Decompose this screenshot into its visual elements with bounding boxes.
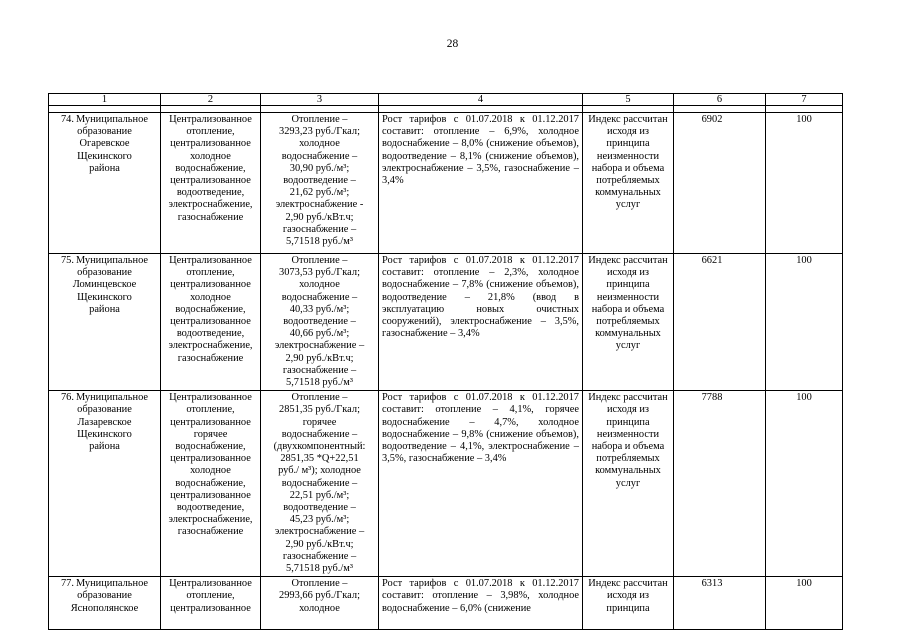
services-cell-line: централизованное — [170, 489, 251, 501]
municipality-cell-line: Муниципальное — [75, 578, 149, 590]
index-basis-cell-line: неизменности — [596, 428, 660, 440]
index-basis-cell-line: услуг — [615, 477, 641, 489]
tariffs-cell-line: Отопление – — [291, 578, 348, 590]
tariffs-cell-line: водоснабжение – — [281, 477, 358, 489]
index-basis-cell-line: принципа — [606, 416, 650, 428]
value-cell: 6902 — [674, 113, 766, 254]
row-number: 75. — [60, 255, 74, 266]
column-header: 1 — [49, 94, 161, 106]
index-basis-cell-line: услуг — [615, 199, 641, 211]
tariffs-cell-line: водоснабжение – — [281, 428, 358, 440]
tariffs-cell-line: 3293,23 руб./Гкал; — [279, 126, 360, 138]
services-cell-line: горячее — [193, 428, 228, 440]
index-basis-cell-line: потребляемых — [596, 316, 660, 328]
municipality-cell-line: Щекинского — [77, 150, 132, 162]
services-cell-line: водоотведение, — [176, 328, 245, 340]
services-cell-line: водоотведение, — [176, 502, 245, 514]
services-cell-line: электроснабжение, — [168, 514, 253, 526]
municipality-cell-line: Огаревское — [79, 138, 130, 150]
column-number-row — [49, 94, 843, 106]
tariffs-cell-line: 2851,35 *Q+22,51 — [280, 453, 359, 465]
tariffs-cell-line: Отопление – — [291, 114, 348, 125]
table-body — [49, 94, 843, 630]
municipality-cell-line: Щекинского — [77, 291, 132, 303]
services-cell-line: газоснабжение — [177, 526, 244, 538]
growth-cell: Рост тарифов с 01.07.2018 к 01.12.2017 составит: отопление – 4,1%, горячее водоснабжение – 4,7%, холодное водоснабжение – 9,8% (снижение объемов), водоотведение – 4,1%, электроснабжение – 3,5%, газоснабжение – 3,4% — [379, 391, 583, 577]
value-cell: 6313 — [674, 577, 766, 630]
index-basis-cell-line: исходя из — [606, 267, 650, 279]
services-cell-line: отопление, — [186, 126, 235, 138]
tariffs-cell — [261, 113, 379, 254]
tariffs-cell-line: 2851,35 руб./Гкал; — [279, 404, 360, 416]
index-basis-cell-line: исходя из — [606, 590, 650, 602]
tariff-table — [48, 93, 843, 630]
tariffs-cell-line: газоснабжение – — [282, 223, 357, 235]
percent-cell: 100 — [766, 113, 843, 254]
tariffs-cell-line: электроснабжение - — [275, 199, 364, 211]
municipality-cell-line: образование — [77, 267, 132, 279]
municipality-cell-line: района — [89, 441, 120, 453]
index-basis-cell-line: Индекс рассчитан — [588, 578, 668, 590]
index-basis-cell-line: коммунальных — [595, 187, 661, 199]
tariffs-cell-line: руб./ м³); холодное — [278, 465, 361, 477]
services-cell — [161, 577, 261, 630]
municipality-cell-line: района — [89, 303, 120, 315]
page-number: 28 — [446, 38, 459, 50]
column-header: 4 — [379, 94, 583, 106]
index-basis-cell-line: Индекс рассчитан — [588, 114, 668, 125]
municipality-cell — [49, 577, 161, 630]
municipality-cell-line: Муниципальное — [75, 392, 149, 404]
services-cell-line: электроснабжение, — [168, 340, 253, 352]
municipality-cell — [49, 254, 161, 391]
index-basis-cell-line: принципа — [606, 602, 650, 614]
tariffs-cell-line: 21,62 руб./м³; — [289, 187, 350, 199]
growth-cell: Рост тарифов с 01.07.2018 к 01.12.2017 составит: отопление – 6,9%, холодное водоснабжение – 8,0% (снижение объемов), водоотведение – 8,1% (снижение объемов), электроснабжение – 3,5%, газоснабжение – 3,4% — [379, 113, 583, 254]
tariffs-cell-line: холодное — [299, 138, 340, 150]
municipality-cell-line: Муниципальное — [75, 114, 149, 125]
tariffs-cell-line: 3073,53 руб./Гкал; — [279, 267, 360, 279]
tariffs-cell-line: электроснабжение – — [274, 340, 365, 352]
column-header: 5 — [583, 94, 674, 106]
services-cell-line: отопление, — [186, 267, 235, 279]
services-cell-line: Централизованное — [169, 392, 252, 404]
municipality-cell-line: Яснополянское — [70, 602, 139, 614]
services-cell-line: водоснабжение, — [175, 303, 246, 315]
tariffs-cell — [261, 577, 379, 630]
services-cell-line: отопление, — [186, 404, 235, 416]
row-number: 74. — [60, 114, 74, 125]
services-cell-line: холодное — [190, 150, 231, 162]
column-header: 6 — [674, 94, 766, 106]
index-basis-cell-line: Индекс рассчитан — [588, 392, 668, 404]
tariffs-cell-line: 5,71518 руб./м³ — [286, 236, 353, 248]
index-basis-cell-line: Индекс рассчитан — [588, 255, 668, 266]
index-basis-cell-line: потребляемых — [596, 453, 660, 465]
index-basis-cell-line: неизменности — [596, 150, 660, 162]
tariffs-cell-line: 2,90 руб./кВт.ч; — [285, 211, 354, 223]
index-basis-cell-line: коммунальных — [595, 465, 661, 477]
services-cell-line: централизованное — [170, 602, 251, 614]
municipality-cell-line: образование — [77, 404, 132, 416]
header-spacer-row — [49, 106, 843, 113]
services-cell-line: централизованное — [170, 175, 251, 187]
table-row — [49, 113, 843, 254]
index-basis-cell-line: принципа — [606, 138, 650, 150]
tariffs-cell-line: 2993,66 руб./Гкал; — [279, 590, 360, 602]
percent-cell: 100 — [766, 577, 843, 630]
tariffs-cell-line: 22,51 руб./м³; — [289, 489, 350, 501]
services-cell-line: централизованное — [170, 279, 251, 291]
index-basis-cell-line: исходя из — [606, 126, 650, 138]
tariffs-cell-line: 5,71518 руб./м³ — [286, 377, 353, 389]
index-basis-cell-line: набора и объема — [591, 441, 665, 453]
services-cell-line: централизованное — [170, 316, 251, 328]
services-cell — [161, 391, 261, 577]
column-header: 3 — [261, 94, 379, 106]
services-cell-line: Централизованное — [169, 255, 252, 266]
municipality-cell — [49, 113, 161, 254]
index-basis-cell-line: исходя из — [606, 404, 650, 416]
municipality-cell-line: Лазаревское — [77, 416, 132, 428]
services-cell-line: газоснабжение — [177, 211, 244, 223]
municipality-cell-line: Ломинцевское — [72, 279, 137, 291]
tariffs-cell — [261, 254, 379, 391]
tariffs-cell-line: 40,66 руб./м³; — [289, 328, 350, 340]
services-cell-line: водоснабжение, — [175, 477, 246, 489]
index-basis-cell-line: коммунальных — [595, 328, 661, 340]
tariffs-cell-line: водоотведение – — [283, 502, 356, 514]
municipality-cell-line: Щекинского — [77, 428, 132, 440]
index-basis-cell — [583, 113, 674, 254]
tariffs-cell-line: (двухкомпонентный: — [273, 441, 366, 453]
tariffs-cell — [261, 391, 379, 577]
percent-cell: 100 — [766, 254, 843, 391]
tariffs-cell-line: Отопление – — [291, 392, 348, 404]
services-cell-line: водоснабжение, — [175, 441, 246, 453]
services-cell-line: Централизованное — [169, 114, 252, 125]
tariffs-cell-line: водоотведение – — [283, 316, 356, 328]
tariffs-cell-line: водоснабжение – — [281, 291, 358, 303]
table-row — [49, 254, 843, 391]
tariffs-cell-line: электроснабжение – — [274, 526, 365, 538]
services-cell-line: отопление, — [186, 590, 235, 602]
services-cell-line: централизованное — [170, 453, 251, 465]
services-cell-line: холодное — [190, 291, 231, 303]
services-cell — [161, 254, 261, 391]
tariffs-cell-line: водоотведение – — [283, 175, 356, 187]
services-cell-line: электроснабжение, — [168, 199, 253, 211]
index-basis-cell-line: набора и объема — [591, 303, 665, 315]
index-basis-cell-line: услуг — [615, 340, 641, 352]
row-number: 76. — [60, 392, 74, 404]
percent-cell: 100 — [766, 391, 843, 577]
column-header: 7 — [766, 94, 843, 106]
municipality-cell-line: образование — [77, 590, 132, 602]
services-cell-line: централизованное — [170, 416, 251, 428]
table-row — [49, 391, 843, 577]
column-header: 2 — [161, 94, 261, 106]
index-basis-cell-line: набора и объема — [591, 162, 665, 174]
tariffs-cell-line: Отопление – — [291, 255, 348, 266]
municipality-cell-line: образование — [77, 126, 132, 138]
tariffs-cell-line: 2,90 руб./кВт.ч; — [285, 352, 354, 364]
index-basis-cell — [583, 254, 674, 391]
value-cell: 6621 — [674, 254, 766, 391]
tariffs-cell-line: 2,90 руб./кВт.ч; — [285, 538, 354, 550]
services-cell-line: холодное — [190, 465, 231, 477]
index-basis-cell-line: принципа — [606, 279, 650, 291]
tariffs-cell-line: 5,71518 руб./м³ — [286, 563, 353, 575]
growth-cell: Рост тарифов с 01.07.2018 к 01.12.2017 составит: отопление – 2,3%, холодное водоснабжение – 7,8% (снижение объемов), водоотведение – 21,8% (ввод в эксплуатацию новых очистных сооружений), электроснабжение – 3,5%, газоснабжение – 3,4% — [379, 254, 583, 391]
tariffs-cell-line: холодное — [299, 279, 340, 291]
row-number: 77. — [60, 578, 74, 590]
tariffs-cell-line: 40,33 руб./м³; — [289, 303, 350, 315]
value-cell: 7788 — [674, 391, 766, 577]
tariffs-cell-line: горячее — [302, 416, 337, 428]
services-cell — [161, 113, 261, 254]
municipality-cell — [49, 391, 161, 577]
tariffs-cell-line: газоснабжение – — [282, 364, 357, 376]
municipality-cell-line: Муниципальное — [75, 255, 149, 266]
tariffs-cell-line: газоснабжение – — [282, 550, 357, 562]
index-basis-cell — [583, 391, 674, 577]
tariffs-cell-line: водоснабжение – — [281, 150, 358, 162]
index-basis-cell — [583, 577, 674, 630]
services-cell-line: централизованное — [170, 138, 251, 150]
municipality-cell-line: района — [89, 162, 120, 174]
table-row — [49, 577, 843, 630]
tariffs-cell-line: 45,23 руб./м³; — [289, 514, 350, 526]
tariffs-cell-line: холодное — [299, 602, 340, 614]
services-cell-line: Централизованное — [169, 578, 252, 590]
services-cell-line: газоснабжение — [177, 352, 244, 364]
growth-cell: Рост тарифов с 01.07.2018 к 01.12.2017 составит: отопление – 3,98%, холодное водоснабжение – 6,0% (снижение — [379, 577, 583, 630]
index-basis-cell-line: потребляемых — [596, 175, 660, 187]
services-cell-line: водоотведение, — [176, 187, 245, 199]
tariffs-cell-line: 30,90 руб./м³; — [289, 162, 350, 174]
index-basis-cell-line: неизменности — [596, 291, 660, 303]
services-cell-line: водоснабжение, — [175, 162, 246, 174]
